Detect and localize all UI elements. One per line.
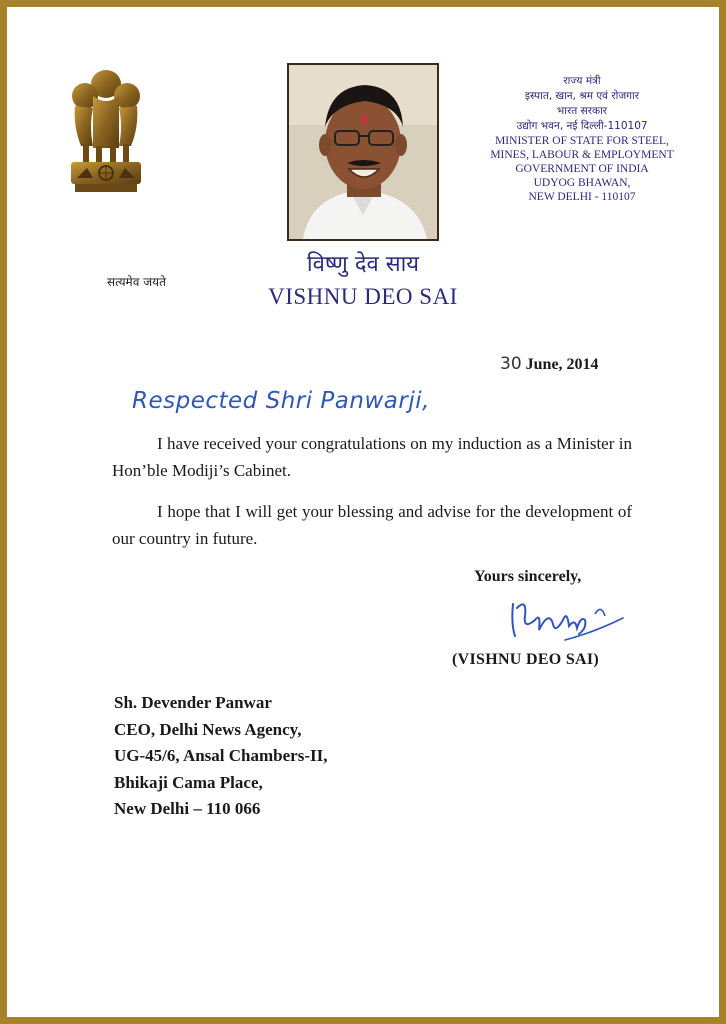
- letter-date: [500, 354, 599, 374]
- signatory-name: (VISHNU DEO SAI): [452, 651, 600, 668]
- ashoka-emblem-icon: [63, 66, 149, 201]
- office-english-line: MINES, LABOUR & EMPLOYMENT: [490, 149, 674, 161]
- date-day-handwritten: 30: [500, 354, 522, 374]
- body-paragraph: I have received your congratulations on my induction as a Minister in Hon’ble Modiji’s Cabinet.: [112, 434, 632, 480]
- office-english-line: UDYOG BHAWAN,: [533, 177, 631, 189]
- date-month-year: June, 2014: [525, 356, 599, 373]
- salutation: Respected Shri Panwarji,: [132, 388, 430, 414]
- address-line: Bhikaji Cama Place,: [114, 772, 263, 792]
- office-hindi-line: इस्पात, खान, श्रम एवं रोजगार: [524, 90, 640, 102]
- ashoka-emblem: [55, 66, 166, 289]
- address-line: Sh. Devender Panwar: [114, 693, 272, 712]
- minister-name-hindi: विष्णु देव साय: [306, 252, 420, 277]
- address-line: UG-45/6, Ansal Chambers-II,: [114, 746, 328, 765]
- office-english-line: GOVERNMENT OF INDIA: [515, 163, 649, 175]
- office-hindi-line: राज्य मंत्री: [563, 75, 601, 87]
- recipient-address: [114, 690, 327, 823]
- closing: Yours sincerely,: [474, 568, 582, 585]
- address-line: CEO, Delhi News Agency,: [114, 719, 302, 739]
- office-english-line: MINISTER OF STATE FOR STEEL,: [495, 135, 669, 147]
- minister-photo: [287, 63, 439, 241]
- body-paragraph: I hope that I will get your blessing and advise for the development of our country in future.: [112, 502, 632, 548]
- ministry-address-block: [462, 74, 702, 204]
- office-hindi-line: भारत सरकार: [556, 105, 608, 117]
- handwritten-signature: [505, 590, 635, 651]
- address-line: New Delhi – 110 066: [114, 799, 261, 818]
- emblem-motto: सत्यमेव जयते: [107, 275, 166, 289]
- minister-name-english: VISHNU DEO SAI: [268, 284, 458, 309]
- office-hindi-line: उद्योग भवन, नई दिल्ली-110107: [516, 120, 648, 132]
- office-english-line: NEW DELHI - 110107: [528, 191, 636, 203]
